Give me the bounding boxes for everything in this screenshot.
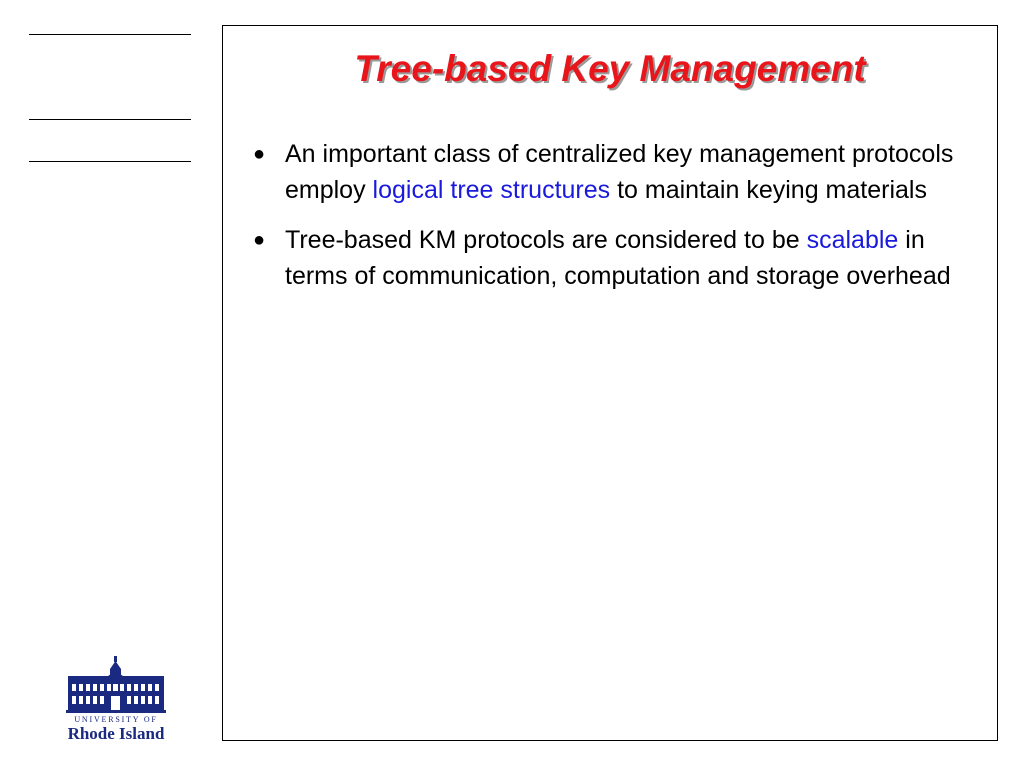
university-building-icon	[66, 656, 166, 714]
bullet-text: An important class of centralized key management protocols employ	[285, 140, 954, 204]
bullet-highlight: scalable	[806, 226, 899, 254]
bullet-item	[253, 222, 973, 294]
university-logo	[66, 656, 166, 748]
bullet-text: Tree-based KM protocols are considered to be	[285, 226, 807, 254]
bullet-text: to maintain keying materials	[610, 176, 927, 204]
bullet-text: in terms of communication, computation and storage overhead	[285, 226, 951, 290]
slide-title: Tree-based Key Management	[354, 48, 866, 89]
sidebar-rule-bottom	[29, 161, 191, 162]
logo-caption-rhode-island: Rhode Island	[67, 724, 165, 743]
bullet-highlight: logical tree structures	[372, 176, 611, 204]
logo-caption-university: UNIVERSITY OF	[74, 715, 158, 724]
bullet-dot-icon: ●	[253, 143, 266, 165]
sidebar-rule-middle	[29, 119, 191, 120]
sidebar-rule-top	[29, 34, 191, 35]
sidebar	[0, 0, 200, 768]
slide-content	[222, 25, 998, 741]
bullet-list	[253, 136, 973, 308]
bullet-dot-icon: ●	[253, 229, 266, 251]
bullet-item	[253, 136, 973, 208]
